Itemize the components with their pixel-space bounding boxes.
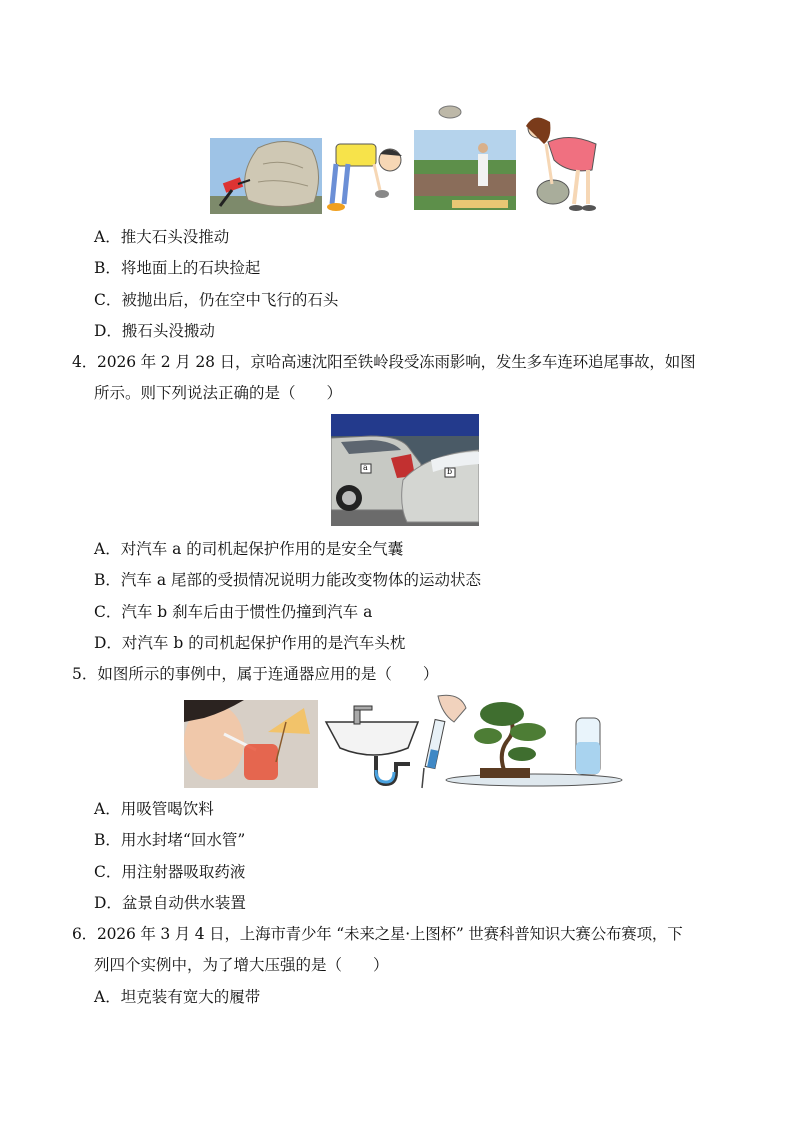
q4-figure-drawing	[331, 414, 479, 526]
q6-stem-line1: 6．2026 年 3 月 4 日，上海市青少年 “未来之星·上图杯” 世赛科普知识大赛公布赛项，下	[72, 925, 683, 943]
q4-figure	[331, 414, 479, 526]
q5-figure-drawing	[184, 692, 630, 792]
q3-option-a: A．推大石头没推动	[94, 228, 230, 246]
q4-option-c: C．汽车 b 刹车后由于惯性仍撞到汽车 a	[94, 603, 373, 621]
q5-option-b: B．用水封堵“回水管”	[94, 831, 246, 849]
q4-option-a: A．对汽车 a 的司机起保护作用的是安全气囊	[94, 540, 404, 558]
q3-option-c: C．被抛出后，仍在空中飞行的石头	[94, 291, 339, 309]
q3-option-b: B．将地面上的石块捡起	[94, 259, 261, 277]
q6-stem-line2: 列四个实例中，为了增大压强的是（ ）	[94, 956, 389, 974]
q3-figure-drawing	[208, 104, 604, 216]
q4-stem-line1: 4．2026 年 2 月 28 日，京哈高速沈阳至铁岭段受冻雨影响，发生多车连环追尾事故，如图	[72, 353, 696, 371]
car-b-label: b	[447, 467, 453, 476]
q4-option-d: D．对汽车 b 的司机起保护作用的是汽车头枕	[94, 634, 406, 652]
q3-figure	[208, 104, 604, 216]
q5-option-a: A．用吸管喝饮料	[94, 800, 214, 818]
q6-option-a: A．坦克装有宽大的履带	[94, 988, 261, 1006]
q4-option-b: B．汽车 a 尾部的受损情况说明力能改变物体的运动状态	[94, 571, 481, 589]
q5-option-c: C．用注射器吸取药液	[94, 863, 246, 881]
q5-option-d: D．盆景自动供水装置	[94, 894, 246, 912]
q4-stem-line2: 所示。则下列说法正确的是（ ）	[94, 384, 343, 402]
q3-option-d: D．搬石头没搬动	[94, 322, 215, 340]
car-a-label: a	[363, 463, 368, 472]
q5-stem: 5．如图所示的事例中，属于连通器应用的是（ ）	[72, 665, 439, 683]
q5-figure	[184, 692, 630, 792]
